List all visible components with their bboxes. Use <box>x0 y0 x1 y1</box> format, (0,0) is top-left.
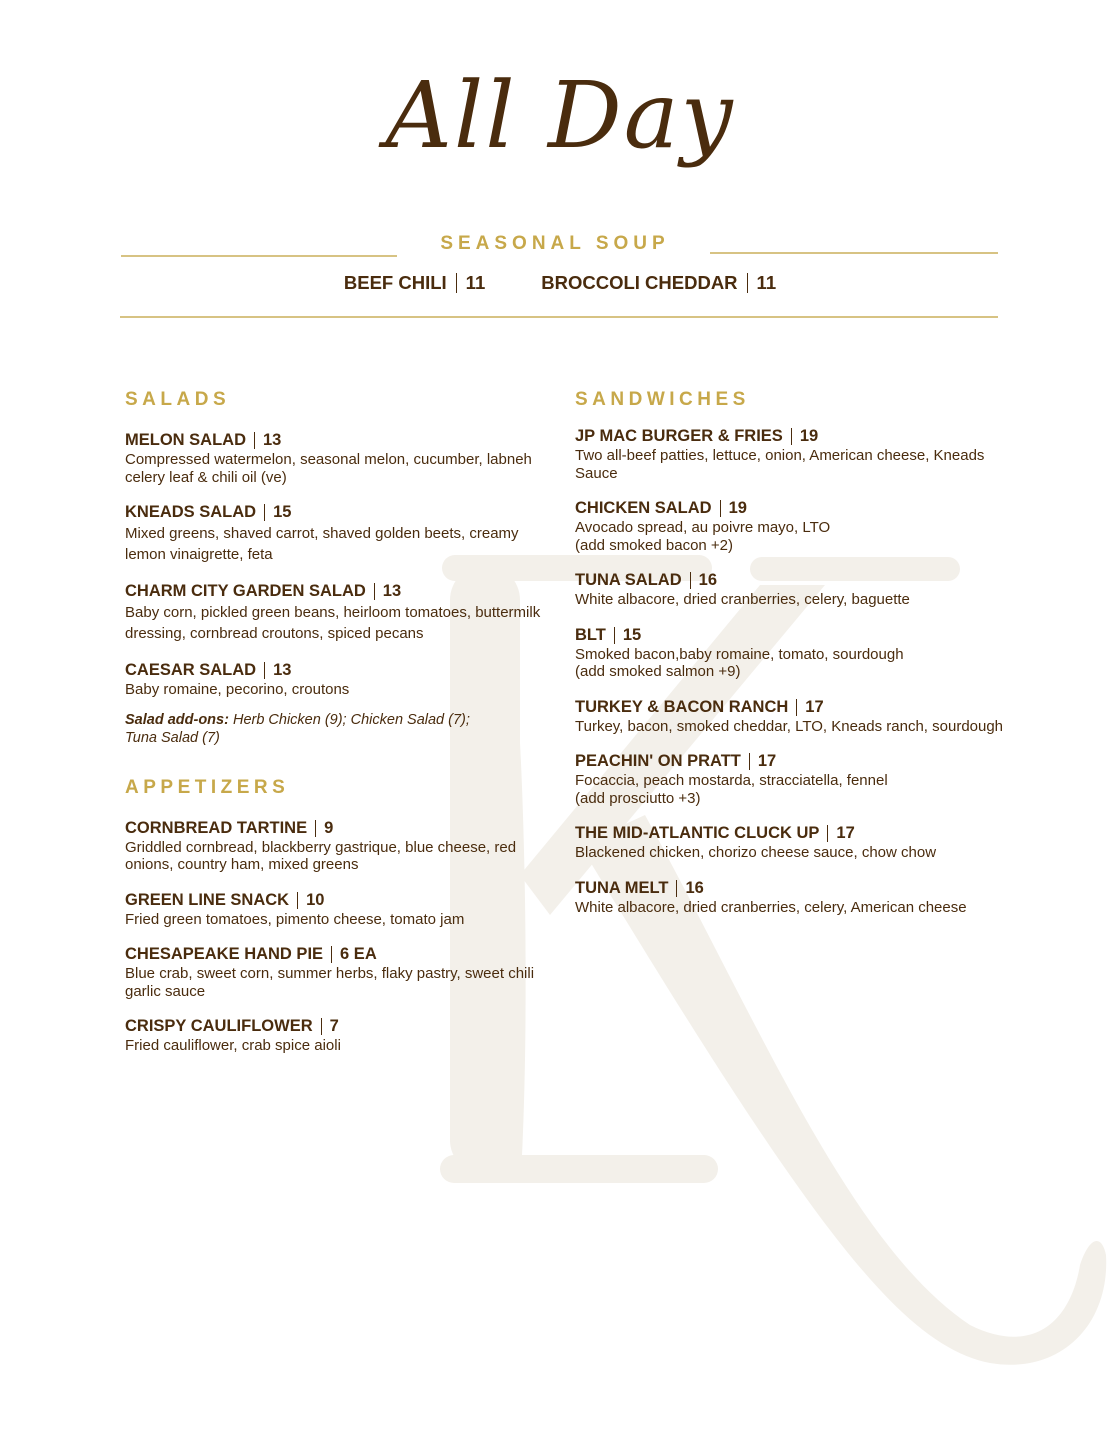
item-name: BLT <box>575 625 606 644</box>
item-description: Smoked bacon,baby romaine, tomato, sourdough <box>575 645 904 663</box>
item-name: TUNA MELT <box>575 878 669 897</box>
menu-item <box>125 891 555 929</box>
item-name: PEACHIN' ON PRATT <box>575 752 741 770</box>
item-price: 7 <box>329 1017 339 1035</box>
item-description: Fried cauliflower, crab spice aioli <box>125 1037 341 1054</box>
section-spacer <box>125 747 555 777</box>
addons-label: Salad add-ons: <box>125 711 229 728</box>
left-column <box>125 389 555 1072</box>
menu-item <box>575 698 1005 736</box>
item-description: Compressed watermelon, seasonal melon, cucumber, labneh celery leaf & chili oil (ve) <box>125 451 532 486</box>
item-price: 16 <box>685 878 704 897</box>
price-separator <box>676 880 677 897</box>
soup-name: BEEF CHILI <box>343 272 447 293</box>
price-separator <box>331 946 332 963</box>
item-price: 13 <box>263 431 282 449</box>
item-name: CAESAR SALAD <box>125 661 257 679</box>
price-separator <box>614 627 615 644</box>
item-description: Baby corn, pickled green beans, heirloom tomatoes, buttermilk dressing, cornbread croutons, spiced pecans <box>125 604 541 642</box>
menu-item <box>575 824 1005 862</box>
item-name: GREEN LINE SNACK <box>125 890 290 909</box>
price-separator <box>321 1018 322 1035</box>
item-name: KNEADS SALAD <box>125 503 257 521</box>
item-price: 19 <box>799 427 819 445</box>
item-description: White albacore, dried cranberries, celery, baguette <box>575 591 910 608</box>
divider-bottom <box>120 316 998 318</box>
menu-item <box>125 945 555 1000</box>
appetizers-heading: APPETIZERS <box>125 776 290 798</box>
menu-item <box>575 879 1005 917</box>
soup-item <box>344 272 485 294</box>
item-price: 6 EA <box>340 945 377 963</box>
item-description: Avocado spread, au poivre mayo, LTO <box>575 519 831 536</box>
item-name: THE MID-ATLANTIC CLUCK UP <box>575 824 820 842</box>
menu-item <box>125 819 555 874</box>
price-separator <box>827 825 828 842</box>
menu-item <box>575 427 1005 482</box>
item-addon-note: (add prosciutto +3) <box>575 789 701 807</box>
price-separator <box>374 583 375 600</box>
item-name: CORNBREAD TARTINE <box>125 818 308 837</box>
item-name: CHICKEN SALAD <box>575 499 712 517</box>
price-separator <box>456 273 457 293</box>
item-description: Two all-beef patties, lettuce, onion, American cheese, Kneads Sauce <box>575 447 985 482</box>
item-description: Griddled cornbread, blackberry gastrique, blue cheese, red onions, country ham, mixed greens <box>125 838 517 873</box>
item-price: 15 <box>273 503 292 521</box>
item-addon-note: (add smoked salmon +9) <box>575 663 741 680</box>
item-name: MELON SALAD <box>125 431 246 449</box>
divider-left <box>121 255 397 257</box>
item-description: White albacore, dried cranberries, celery, American cheese <box>575 898 967 916</box>
item-description: Fried green tomatoes, pimento cheese, tomato jam <box>125 910 465 928</box>
item-price: 13 <box>273 661 292 679</box>
price-separator <box>690 572 691 589</box>
price-separator <box>297 892 298 909</box>
menu-item <box>125 582 555 644</box>
soup-name: BROCCOLI CHEDDAR <box>541 272 738 293</box>
item-description: Focaccia, peach mostarda, stracciatella, fennel <box>575 772 888 789</box>
price-separator <box>264 504 265 521</box>
right-column <box>575 389 1005 933</box>
item-name: JP MAC BURGER & FRIES <box>575 427 783 445</box>
item-description: Mixed greens, shaved carrot, shaved golden beets, creamy lemon vinaigrette, feta <box>125 525 519 563</box>
menu-item <box>125 503 555 565</box>
menu-item <box>575 752 1005 807</box>
menu-item <box>575 499 1005 554</box>
item-description: Blue crab, sweet corn, summer herbs, flaky pastry, sweet chili garlic sauce <box>125 965 535 1000</box>
item-price: 19 <box>728 499 747 517</box>
menu-item <box>125 1017 555 1055</box>
item-price: 9 <box>324 818 334 837</box>
item-description: Blackened chicken, chorizo cheese sauce, chow chow <box>575 844 937 861</box>
menu-title: All Day <box>385 62 735 169</box>
addons-text: Herb Chicken (9); Chicken Salad (7); Tuna Salad (7) <box>125 711 470 746</box>
price-separator <box>254 432 255 449</box>
menu-item <box>575 626 1005 681</box>
soup-price: 11 <box>465 272 486 293</box>
item-name: CHARM CITY GARDEN SALAD <box>125 582 366 600</box>
item-name: TUNA SALAD <box>575 571 682 589</box>
salad-addons <box>125 711 485 747</box>
menu-item <box>125 661 555 699</box>
price-separator <box>747 273 748 293</box>
item-price: 16 <box>698 571 717 589</box>
price-separator <box>749 753 750 770</box>
item-name: CRISPY CAULIFLOWER <box>125 1017 313 1035</box>
item-price: 15 <box>622 625 642 644</box>
item-price: 17 <box>805 697 824 716</box>
soup-price: 11 <box>756 272 777 293</box>
price-separator <box>315 820 316 837</box>
price-separator <box>796 699 797 716</box>
seasonal-soup-heading: SEASONAL SOUP <box>440 233 670 254</box>
soup-list <box>0 272 1120 294</box>
item-description: Turkey, bacon, smoked cheddar, LTO, Kneads ranch, sourdough <box>575 717 1004 735</box>
item-price: 17 <box>836 824 855 842</box>
item-price: 13 <box>382 582 402 600</box>
divider-right <box>710 252 998 254</box>
soup-item <box>541 272 776 294</box>
item-price: 10 <box>306 890 325 909</box>
sandwiches-heading: SANDWICHES <box>575 389 750 410</box>
price-separator <box>264 662 265 679</box>
item-addon-note: (add smoked bacon +2) <box>575 536 734 554</box>
price-separator <box>720 500 721 517</box>
item-name: TURKEY & BACON RANCH <box>575 697 789 716</box>
item-description: Baby romaine, pecorino, croutons <box>125 681 350 698</box>
salads-heading: SALADS <box>125 389 231 410</box>
menu-item <box>125 431 555 486</box>
price-separator <box>791 428 792 445</box>
menu-item <box>575 571 1005 609</box>
item-price: 17 <box>757 752 777 770</box>
item-name: CHESAPEAKE HAND PIE <box>125 945 324 963</box>
